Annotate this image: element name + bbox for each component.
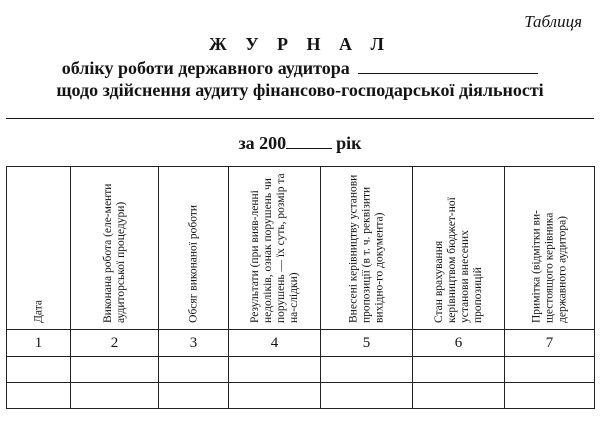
header-cell	[71, 167, 159, 330]
table-row	[7, 357, 595, 383]
table-cell	[321, 357, 413, 383]
table-cell	[7, 383, 71, 409]
table-row	[7, 383, 595, 409]
year-prefix: за 200	[238, 133, 287, 153]
table-cell	[321, 383, 413, 409]
column-header: Примітка (відмітки ви-щестоящого керівника державного аудитора)	[530, 210, 568, 323]
header-cell	[159, 167, 229, 330]
column-number: 2	[71, 330, 159, 357]
column-number: 4	[229, 330, 321, 357]
table-cell	[71, 357, 159, 383]
table-cell	[71, 383, 159, 409]
table-cell	[7, 357, 71, 383]
column-header: Дата	[32, 300, 44, 323]
journal-table	[6, 166, 595, 409]
table-cell	[159, 357, 229, 383]
year-suffix: рік	[336, 133, 362, 153]
column-number: 7	[505, 330, 595, 357]
table-cell	[413, 357, 505, 383]
subtitle-line-1-text: обліку роботи державного аудитора	[61, 58, 350, 78]
column-header: Обсяг виконаної роботи	[187, 205, 199, 323]
table-cell	[413, 383, 505, 409]
column-number-row	[7, 330, 595, 357]
table-cell	[229, 383, 321, 409]
year-line	[0, 133, 600, 154]
table-cell	[505, 383, 595, 409]
column-number: 5	[321, 330, 413, 357]
table-cell	[229, 357, 321, 383]
header-cell	[7, 167, 71, 330]
column-header: Внесені керівництву установи пропозиції (в т. ч. реквізити вихідно-го документа)	[347, 174, 385, 323]
table-cell	[505, 357, 595, 383]
header-cell	[321, 167, 413, 330]
year-blank	[286, 134, 332, 149]
subtitle-line-1	[0, 58, 600, 79]
subtitle-line-2: щодо здійснення аудиту фінансово-господарської діяльності	[56, 80, 544, 100]
column-number: 3	[159, 330, 229, 357]
column-header: Стан врахування керівництвом бюджет-ної установи внесених пропозицій	[432, 197, 484, 323]
table-tag: Таблиця	[524, 12, 582, 31]
column-number: 1	[7, 330, 71, 357]
header-cell	[413, 167, 505, 330]
journal-title: Ж У Р Н А Л	[209, 34, 391, 54]
table-cell	[159, 383, 229, 409]
column-header: Результати (при вияв-ленні недоліків, ознак порушень чи порушень — їх суть, розмір та на-слідки)	[248, 173, 300, 323]
header-cell	[229, 167, 321, 330]
column-header: Виконана робота (еле-менти аудиторської процедури)	[101, 183, 127, 323]
separator-rule	[6, 118, 594, 119]
auditor-name-blank	[358, 59, 538, 74]
column-number: 6	[413, 330, 505, 357]
header-cell	[505, 167, 595, 330]
header-row	[7, 167, 595, 330]
